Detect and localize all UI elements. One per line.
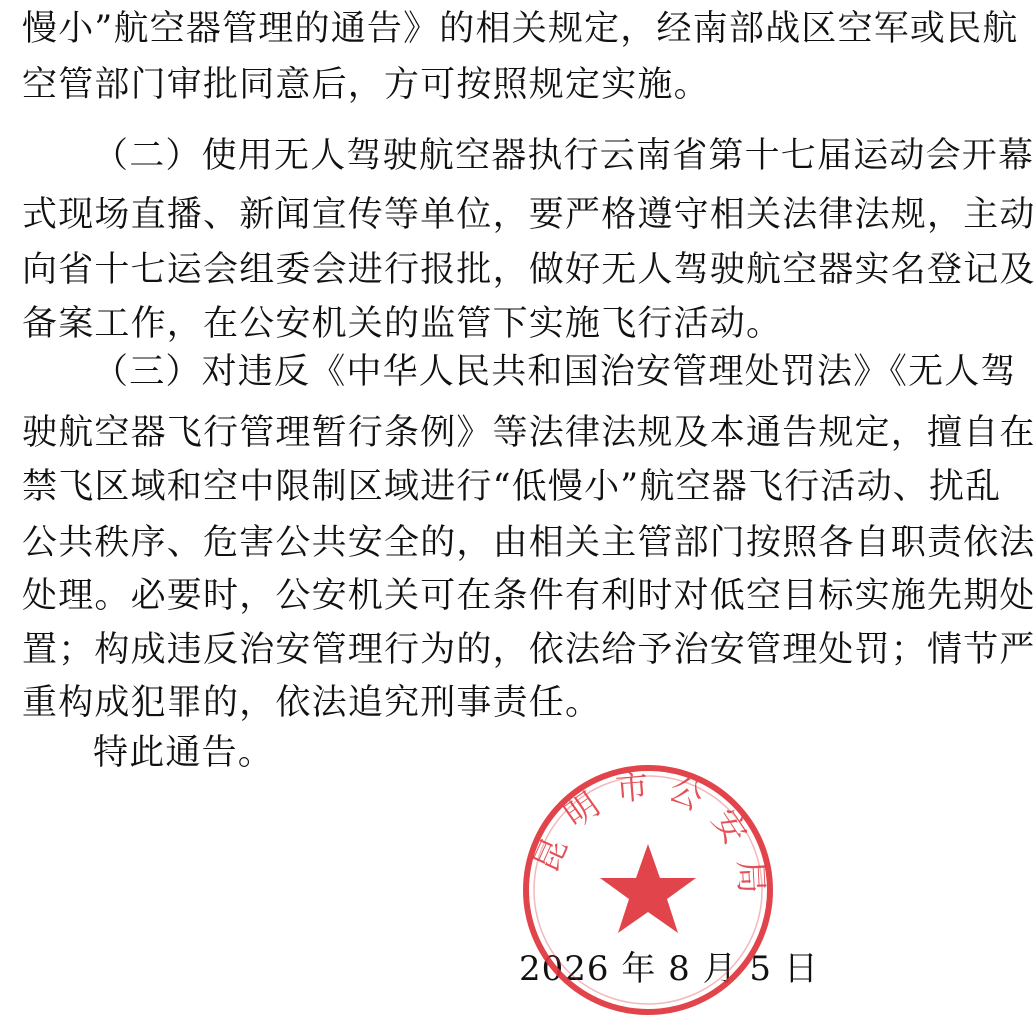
issue-date: 2026 年 8 月 5 日: [519, 949, 819, 989]
paragraph-line: 式现场直播、新闻宣传等单位，要严格遵守相关法律法规，主动: [22, 195, 1036, 235]
paragraph-line: 处理。必要时，公安机关可在条件有利时对低空目标实施先期处: [22, 576, 1036, 616]
paragraph-line: 驶航空器飞行管理暂行条例》等法律法规及本通告规定，擅自在: [22, 413, 1036, 453]
paragraph-line: 重构成犯罪的，依法追究刑事责任。: [22, 683, 602, 723]
closing-text: 特此通告。: [93, 733, 275, 773]
paragraph-line: 备案工作，在公安机关的监管下实施飞行活动。: [22, 304, 783, 344]
seal-text: 昆明市公安局: [525, 765, 773, 911]
svg-text:昆明市公安局: [526, 765, 772, 910]
paragraph-line: 公共秩序、危害公共安全的，由相关主管部门按照各自职责依法: [22, 523, 1036, 563]
paragraph-line: 禁飞区域和空中限制区域进行“低慢小”航空器飞行活动、扰乱: [22, 467, 1002, 507]
text-line: 空管部门审批同意后，方可按照规定实施。: [22, 65, 710, 105]
paragraph-line: （二）使用无人驾驶航空器执行云南省第十七届运动会开幕: [93, 136, 1035, 176]
paragraph-line: 向省十七运会组委会进行报批，做好无人驾驶航空器实名登记及: [22, 250, 1036, 290]
seal-star-icon: [600, 844, 696, 933]
text-line: 慢小”航空器管理的通告》的相关规定，经南部战区空军或民航: [22, 9, 1019, 49]
paragraph-line: （三）对违反《中华人民共和国治安管理处罚法》《无人驾: [93, 352, 1017, 392]
paragraph-line: 置；构成违反治安管理行为的，依法给予治安管理处罚；情节严: [22, 630, 1036, 670]
